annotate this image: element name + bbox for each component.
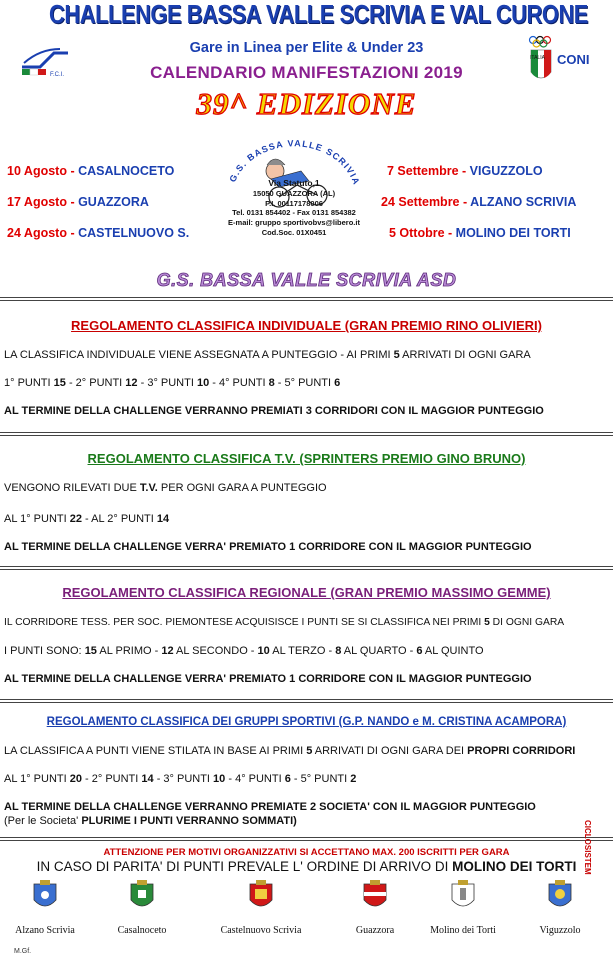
town-name: Alzano Scrivia bbox=[15, 925, 75, 936]
section-groups-points: AL 1° PUNTI 20 - 2° PUNTI 14 - 3° PUNTI 10 - 4° PUNTI 6 - 5° PUNTI 2 bbox=[4, 773, 357, 785]
town-castelnuovo-scrivia bbox=[216, 880, 306, 936]
race-place: GUAZZORA bbox=[78, 195, 149, 209]
coni-italia-label: ITALIA bbox=[530, 55, 545, 61]
divider bbox=[0, 566, 613, 570]
race-right-1: 7 Settembre - VIGUZZOLO bbox=[387, 164, 543, 178]
divider bbox=[0, 837, 613, 841]
town-molino-dei-torti bbox=[418, 880, 508, 936]
section-regional-award: AL TERMINE DELLA CHALLENGE VERRA' PREMIATO 1 CORRIDORE CON IL MAGGIOR PUNTEGGIO bbox=[4, 673, 532, 685]
club-city: 15050 GUAZZORA (AL) bbox=[252, 188, 336, 198]
race-date: 10 Agosto bbox=[7, 164, 67, 178]
tie-rule: IN CASO DI PARITA' DI PUNTI PREVALE L' ORDINE DI ARRIVO DI MOLINO DEI TORTI bbox=[36, 859, 577, 874]
divider bbox=[0, 432, 613, 436]
subtitle: Gare in Linea per Elite & Under 23 bbox=[189, 40, 424, 56]
molino-crest-icon bbox=[450, 880, 476, 912]
calendar-label: CALENDARIO MANIFESTAZIONI bbox=[150, 63, 419, 82]
section-individual-award: AL TERMINE DELLA CHALLENGE VERRANNO PREMIATI 3 CORRIDORI CON IL MAGGIOR PUNTEGGIO bbox=[4, 405, 544, 417]
section-groups-title: REGOLAMENTO CLASSIFICA DEI GRUPPI SPORTIVI (G.P. NANDO e M. CRISTINA ACAMPORA) bbox=[46, 716, 567, 728]
section-individual-line1: LA CLASSIFICA INDIVIDUALE VIENE ASSEGNATA A PUNTEGGIO - AI PRIMI 5 ARRIVATI DI OGNI GARA bbox=[4, 349, 531, 361]
alzano-crest-icon bbox=[32, 880, 58, 912]
section-tv-title: REGOLAMENTO CLASSIFICA T.V. (SPRINTERS PREMIO GINO BRUNO) bbox=[87, 451, 526, 466]
club-email: E-mail: gruppo sportivobvs@libero.it bbox=[228, 218, 360, 228]
race-date: 17 Agosto bbox=[7, 195, 67, 209]
section-groups-note: (Per le Societa' PLURIME I PUNTI VERRANNO SOMMATI) bbox=[4, 815, 297, 827]
race-date: 24 Settembre bbox=[381, 195, 460, 209]
town-name: Molino dei Torti bbox=[430, 925, 496, 936]
town-name: Casalnoceto bbox=[117, 925, 167, 936]
club-vat: P.I. 00117178006 bbox=[265, 198, 323, 208]
town-guazzora bbox=[330, 880, 420, 936]
guazzora-crest-icon bbox=[362, 880, 388, 912]
race-date: 7 Settembre bbox=[387, 164, 459, 178]
section-regional-title: REGOLAMENTO CLASSIFICA REGIONALE (GRAN PREMIO MASSIMO GEMME) bbox=[62, 585, 551, 600]
race-place: CASALNOCETO bbox=[78, 164, 175, 178]
section-regional-points: I PUNTI SONO: 15 AL PRIMO - 12 AL SECONDO - 10 AL TERZO - 8 AL QUARTO - 6 AL QUINTO bbox=[4, 645, 484, 657]
divider bbox=[0, 297, 613, 301]
race-place: MOLINO DEI TORTI bbox=[455, 226, 571, 240]
town-casalnoceto bbox=[97, 880, 187, 936]
section-groups-award: AL TERMINE DELLA CHALLENGE VERRANNO PREMIATE 2 SOCIETA' CON IL MAGGIOR PUNTEGGIO bbox=[4, 801, 536, 813]
town-viguzzolo bbox=[515, 880, 605, 936]
race-left-1: 10 Agosto - CASALNOCETO bbox=[7, 164, 175, 178]
race-date: 5 Ottobre bbox=[389, 226, 445, 240]
edition: 39^ EDIZIONE bbox=[196, 86, 417, 121]
section-individual-title: REGOLAMENTO CLASSIFICA INDIVIDUALE (GRAN PREMIO RINO OLIVIERI) bbox=[71, 318, 542, 333]
section-individual-points: 1° PUNTI 15 - 2° PUNTI 12 - 3° PUNTI 10 - 4° PUNTI 8 - 5° PUNTI 6 bbox=[4, 377, 341, 389]
coni-label: CONI bbox=[557, 52, 589, 67]
section-tv-points: AL 1° PUNTI 22 - AL 2° PUNTI 14 bbox=[4, 513, 170, 525]
town-name: Viguzzolo bbox=[539, 925, 581, 936]
race-left-3: 24 Agosto - CASTELNUOVO S. bbox=[7, 226, 190, 240]
race-date: 24 Agosto bbox=[7, 226, 67, 240]
signature: M.Gf. bbox=[14, 948, 32, 955]
club-address: Via Statuto,1 bbox=[268, 178, 320, 188]
race-place: ALZANO SCRIVIA bbox=[470, 195, 577, 209]
town-alzano-scrivia bbox=[0, 880, 90, 936]
viguzzolo-crest-icon bbox=[547, 880, 573, 912]
divider bbox=[0, 699, 613, 703]
club-info bbox=[204, 179, 384, 238]
section-groups-line1: LA CLASSIFICA A PUNTI VIENE STILATA IN BASE AI PRIMI 5 ARRIVATI DI OGNI GARA DEI PROPRI CORRIDORI bbox=[4, 745, 576, 757]
section-regional-line1: IL CORRIDORE TESS. PER SOC. PIEMONTESE ACQUISISCE I PUNTI SE SI CLASSIFICA NEI PRIMI 5 DI OGNI GARA bbox=[4, 617, 565, 628]
race-right-2: 24 Settembre - ALZANO SCRIVIA bbox=[381, 195, 577, 209]
calendar-heading bbox=[0, 63, 613, 83]
town-name: Guazzora bbox=[355, 925, 395, 936]
club-name: G.S. BASSA VALLE SCRIVIA ASD bbox=[156, 270, 457, 290]
section-tv-line1: VENGONO RILEVATI DUE T.V. PER OGNI GARA A PUNTEGGIO bbox=[4, 482, 327, 494]
castelnuovo-crest-icon bbox=[248, 880, 274, 912]
main-title: CHALLENGE BASSA VALLE SCRIVIA E VAL CURONE bbox=[49, 0, 588, 29]
race-left-2: 17 Agosto - GUAZZORA bbox=[7, 195, 149, 209]
fci-label: F.C.I. bbox=[50, 72, 65, 78]
club-phone: Tel. 0131 854402 - Fax 0131 854382 bbox=[232, 208, 356, 218]
town-name: Castelnuovo Scrivia bbox=[220, 925, 302, 936]
race-place: VIGUZZOLO bbox=[469, 164, 543, 178]
casalnoceto-crest-icon bbox=[129, 880, 155, 912]
race-place: CASTELNUOVO S. bbox=[78, 226, 190, 240]
side-label: CICLOSISTEM bbox=[583, 820, 592, 875]
race-right-3: 5 Ottobre - MOLINO DEI TORTI bbox=[389, 226, 571, 240]
club-code: Cod.Soc. 01X0451 bbox=[261, 227, 327, 237]
section-tv-award: AL TERMINE DELLA CHALLENGE VERRA' PREMIATO 1 CORRIDORE CON IL MAGGIOR PUNTEGGIO bbox=[4, 541, 532, 553]
club-ring-text: G.S. BASSA VALLE SCRIVIA bbox=[227, 138, 362, 187]
registration-notice: ATTENZIONE PER MOTIVI ORGANIZZATIVI SI ACCETTANO MAX. 200 ISCRITTI PER GARA bbox=[103, 847, 510, 858]
year: 2019 bbox=[423, 63, 463, 82]
